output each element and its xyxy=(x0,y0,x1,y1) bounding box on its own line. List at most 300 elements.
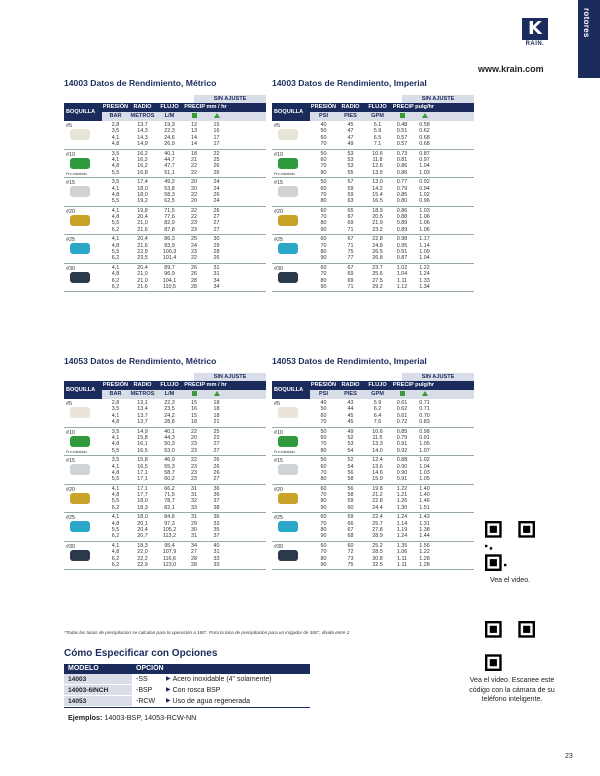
table-row xyxy=(102,284,266,290)
nozzle-image xyxy=(70,158,90,169)
table-cell: 60 xyxy=(320,264,327,271)
sin-ajuste-header: SIN AJUSTE xyxy=(402,95,474,103)
nozzle-name: #5 xyxy=(274,123,280,129)
table-row xyxy=(102,419,266,425)
table-cell: 44,3 xyxy=(164,434,175,441)
table-cell: 0.57 xyxy=(396,134,408,141)
table-cell: 70 xyxy=(320,163,327,170)
nozzle-image xyxy=(70,550,90,561)
unit-pressure: PSI xyxy=(318,391,329,397)
table-cell: 30.8 xyxy=(372,555,383,562)
table-cell: 49 xyxy=(347,428,354,435)
table-cell: 4,8 xyxy=(111,469,120,476)
square-spacing-icon xyxy=(391,390,413,399)
table-cell: 60,2 xyxy=(164,476,175,483)
nozzle-image xyxy=(278,243,298,254)
table-cell: 16,5 xyxy=(137,463,148,470)
table-cell: 0.92 xyxy=(396,447,408,454)
table-cell: 22 xyxy=(191,428,197,435)
col-flujo: FLUJO xyxy=(368,382,387,388)
table-cell: 23 xyxy=(191,447,197,454)
table-cell: 72 xyxy=(347,549,354,556)
nozzle-image xyxy=(70,521,90,532)
option-code: -SS xyxy=(136,676,148,683)
unit-flow: L/M xyxy=(164,391,175,397)
table-cell: 21.9 xyxy=(372,220,383,227)
table-cell: 75 xyxy=(347,561,354,568)
table-cell: 29.2 xyxy=(372,283,383,290)
table-cell: 18,3 xyxy=(137,542,148,549)
nozzle-image xyxy=(278,464,298,475)
table-cell: 1.30 xyxy=(396,504,408,511)
table-cell: 4,8 xyxy=(111,191,120,198)
nozzle-group xyxy=(64,150,266,179)
table-cell: 0.91 xyxy=(396,441,408,448)
table-cell: 66 xyxy=(347,520,354,527)
table-cell: 107,9 xyxy=(162,549,177,556)
table-cell: 90 xyxy=(320,533,327,540)
table-cell: 4,8 xyxy=(111,549,120,556)
table-cell: 54 xyxy=(347,447,354,454)
nozzle-group xyxy=(64,428,266,457)
nozzle-image xyxy=(278,550,298,561)
table-header xyxy=(272,103,474,121)
table-cell: 71 xyxy=(347,283,354,290)
table-cell: 60 xyxy=(320,542,327,549)
table-cell: 12.4 xyxy=(372,457,383,464)
nozzle-image xyxy=(278,186,298,197)
spec-modelo: 14053 xyxy=(64,696,132,707)
table-cell: 1.06 xyxy=(419,214,430,221)
table-cell: 46,9 xyxy=(164,457,175,464)
table-cell: 25.6 xyxy=(372,271,383,278)
table-cell: 23 xyxy=(191,463,197,470)
nozzle-name: #25 xyxy=(274,515,283,522)
table-cell: 58 xyxy=(347,492,354,499)
nozzle-group xyxy=(64,264,266,293)
table-cell: 11.5 xyxy=(372,434,383,441)
table-cell: 31 xyxy=(213,264,220,271)
website-url[interactable]: www.krain.com xyxy=(478,64,544,74)
table-cell: 26 xyxy=(191,264,197,271)
table-cell: 101,4 xyxy=(162,255,177,262)
table-cell: 50 xyxy=(320,179,327,186)
table-cell: 22,2 xyxy=(137,555,148,562)
nozzle-name: #30 xyxy=(274,265,283,272)
table-cell: 25.7 xyxy=(372,520,383,527)
spec-col-opcion: OPCIÓN xyxy=(136,665,164,672)
table-cell: 0.86 xyxy=(396,207,408,214)
table-cell: 22,0 xyxy=(137,549,148,556)
nozzle-name: #15 xyxy=(66,180,75,187)
table-cell: 0.79 xyxy=(396,434,408,441)
table-cell: 22.4 xyxy=(372,514,383,521)
table-cell: 24,6 xyxy=(164,134,175,141)
table-cell: 22.8 xyxy=(372,236,383,243)
unit-pressure: BAR xyxy=(109,391,122,397)
table-cell: 27 xyxy=(191,549,197,556)
table-cell: 6,2 xyxy=(111,226,120,233)
table-cell: 1.03 xyxy=(419,169,430,176)
table-cell: 70 xyxy=(320,520,327,527)
nozzle-name: #10 xyxy=(66,429,75,436)
table-cell: 28 xyxy=(191,561,197,568)
table-cell: 22,9 xyxy=(137,249,148,256)
table-cell: 90 xyxy=(320,561,327,568)
nozzle-group xyxy=(272,513,474,542)
nozzle-image xyxy=(278,215,298,226)
table-cell: 24 xyxy=(213,179,220,186)
brand-logo xyxy=(522,18,548,48)
table-cell: 21 xyxy=(191,156,197,163)
table-cell: 27.8 xyxy=(372,527,383,534)
table-row xyxy=(310,141,474,147)
table-cell: 40,1 xyxy=(164,428,175,435)
table-cell: 5,5 xyxy=(111,527,120,534)
col-presion: PRESIÓN xyxy=(102,104,129,110)
table-cell: 13,1 xyxy=(137,400,148,406)
nozzle-image xyxy=(70,493,90,504)
table-cell: 31 xyxy=(191,485,197,492)
table-cell: 18,0 xyxy=(137,185,148,192)
table-cell: 26 xyxy=(191,271,197,278)
square-spacing-icon xyxy=(391,112,413,121)
table-cell: 10.6 xyxy=(372,428,383,435)
table-cell: 3,5 xyxy=(111,179,120,186)
table-cell: 4,1 xyxy=(111,463,120,470)
table-cell: 53 xyxy=(347,156,354,163)
table-cell: 26.8 xyxy=(372,255,383,262)
table-cell: 16,1 xyxy=(137,441,148,448)
table-cell: 60 xyxy=(320,434,327,441)
table-cell: 90 xyxy=(320,255,327,262)
table-cell: 70 xyxy=(320,191,327,198)
spec-option xyxy=(132,685,310,696)
table-cell: 4,8 xyxy=(111,419,120,426)
table-cell: 58,7 xyxy=(164,469,175,476)
table-cell: 33 xyxy=(191,504,197,511)
nozzle-image xyxy=(278,493,298,504)
table-cell: 28,8 xyxy=(164,419,175,426)
section-tab-label: rotores xyxy=(582,8,591,38)
table-row xyxy=(310,227,474,233)
table-row xyxy=(310,448,474,454)
table-cell: 18,0 xyxy=(137,498,148,505)
table-cell: 0.90 xyxy=(396,469,408,476)
table-cell: 80 xyxy=(320,555,327,562)
table-cell: 14.0 xyxy=(372,447,383,454)
table-cell: 26 xyxy=(213,207,220,214)
table-cell: 82,9 xyxy=(164,220,175,227)
spec-option xyxy=(132,696,310,707)
table-cell: 50 xyxy=(320,406,327,413)
table-cell: 5.1 xyxy=(373,122,382,128)
table-cell: 60 xyxy=(320,514,327,521)
table-row xyxy=(310,476,474,482)
table-title: 14053 Datos de Rendimiento, Imperial xyxy=(272,356,427,366)
logo-letter: K xyxy=(522,18,548,40)
table-cell: 47 xyxy=(347,134,354,141)
table-cell: 33 xyxy=(213,555,220,562)
table-row xyxy=(310,419,474,425)
table-cell: 20 xyxy=(191,179,197,186)
table-cell: 15,8 xyxy=(137,434,148,441)
table-cell: 7.1 xyxy=(373,141,382,148)
table-cell: 21,6 xyxy=(137,226,148,233)
nozzle-image xyxy=(70,272,90,283)
table-cell: 1.46 xyxy=(419,498,430,505)
table-cell: 29 xyxy=(191,520,197,527)
table-cell: 5,5 xyxy=(111,498,120,505)
table-cell: 1.33 xyxy=(419,277,430,284)
table-cell: 25 xyxy=(213,428,220,435)
table-cell: 1.51 xyxy=(419,504,430,511)
table-cell: 20,1 xyxy=(137,520,148,527)
table-cell: 27 xyxy=(213,214,220,221)
table-cell: 0.94 xyxy=(419,185,430,192)
table-cell: 14.2 xyxy=(372,185,383,192)
table-cell: 16,8 xyxy=(137,169,148,176)
table-row xyxy=(102,505,266,511)
table-cell: 28.5 xyxy=(372,549,383,556)
table-cell: 1.24 xyxy=(396,533,408,540)
table-cell: 82,1 xyxy=(164,504,175,511)
table-cell: 5,5 xyxy=(111,169,120,176)
table-cell: 20 xyxy=(191,198,197,205)
table-cell: 52 xyxy=(347,457,354,464)
table-cell: 56 xyxy=(347,485,354,492)
table-cell: 10.6 xyxy=(372,150,383,157)
table-cell: 17 xyxy=(213,134,220,141)
nozzle-group xyxy=(64,399,266,428)
table-cell: 6,2 xyxy=(111,277,120,284)
nozzle-name: #30 xyxy=(66,265,75,272)
table-cell: 70 xyxy=(320,214,327,221)
table-cell: 69 xyxy=(347,277,354,284)
table-row xyxy=(310,284,474,290)
nozzle-group xyxy=(272,456,474,485)
table-cell: 110,5 xyxy=(162,283,177,290)
table-cell: 22 xyxy=(191,191,197,198)
table-cell: 32 xyxy=(191,498,197,505)
table-cell: 1.02 xyxy=(419,457,430,464)
logo-text: RAIN. xyxy=(525,41,545,47)
col-radio: RADIO xyxy=(341,382,360,388)
col-flujo: FLUJO xyxy=(160,382,179,388)
table-cell: 5.9 xyxy=(373,128,382,135)
table-cell: 0.48 xyxy=(396,122,408,128)
table-cell: 13,7 xyxy=(137,419,148,426)
table-cell: 14,3 xyxy=(137,134,148,141)
nozzle-group xyxy=(272,264,474,293)
table-cell: 17,1 xyxy=(137,469,148,476)
table-cell: 36 xyxy=(213,492,220,499)
table-cell: 1.19 xyxy=(396,527,408,534)
table-cell: 86,3 xyxy=(164,236,175,243)
table-cell: 31 xyxy=(213,549,220,556)
nozzle-group xyxy=(272,121,474,150)
table-cell: 31 xyxy=(191,514,197,521)
table-cell: 70 xyxy=(320,469,327,476)
table-cell: 4,1 xyxy=(111,434,120,441)
table-cell: 36 xyxy=(213,485,220,492)
table-cell: 22,3 xyxy=(164,128,175,135)
table-cell: 25 xyxy=(213,156,220,163)
table-cell: 14 xyxy=(191,134,197,141)
table-cell: 4,1 xyxy=(111,185,120,192)
table-cell: 26 xyxy=(213,169,220,176)
table-cell: 84,8 xyxy=(164,514,175,521)
table-cell: 50 xyxy=(320,457,327,464)
table-cell: 1.11 xyxy=(396,561,408,568)
col-radio: RADIO xyxy=(133,382,152,388)
table-cell: 5,5 xyxy=(111,476,120,483)
table-cell: 89,7 xyxy=(164,264,175,271)
table-cell: 4,8 xyxy=(111,163,120,170)
table-cell: 24,2 xyxy=(164,412,175,419)
table-cell: 4,1 xyxy=(111,412,120,419)
table-cell: 19.8 xyxy=(372,485,383,492)
table-cell: 80 xyxy=(320,220,327,227)
table-cell: 34 xyxy=(213,277,220,284)
table-cell: 14,9 xyxy=(137,141,148,148)
table-cell: 1.22 xyxy=(419,264,430,271)
table-cell: 17,1 xyxy=(137,485,148,492)
table-row xyxy=(102,448,266,454)
table-cell: 20.5 xyxy=(372,214,383,221)
table-cell: 0.90 xyxy=(396,463,408,470)
sin-ajuste-header: SIN AJUSTE xyxy=(194,95,266,103)
preinstalled-label: Pre-instalado xyxy=(274,449,296,454)
option-code: -RCW xyxy=(136,698,156,705)
table-cell: 53 xyxy=(347,163,354,170)
table-cell: 51,1 xyxy=(164,169,175,176)
nozzle-image xyxy=(70,407,90,418)
triangle-spacing-icon xyxy=(205,112,228,121)
table-cell: 17 xyxy=(213,141,220,148)
section-tab xyxy=(578,0,600,78)
table-cell: 0.91 xyxy=(396,249,408,256)
table-cell: 54 xyxy=(347,463,354,470)
table-cell: 18,0 xyxy=(137,514,148,521)
table-cell: 1.22 xyxy=(396,485,408,492)
table-cell: 90 xyxy=(320,283,327,290)
table-cell: 21,6 xyxy=(137,242,148,249)
qr-caption-1: Vea el video. xyxy=(489,577,531,584)
table-cell: 73 xyxy=(347,555,354,562)
table-cell: 6,2 xyxy=(111,255,120,262)
table-row xyxy=(310,505,474,511)
preinstalled-label: Pre-instalado xyxy=(274,171,296,176)
table-cell: 70 xyxy=(320,441,327,448)
nozzle-name: #25 xyxy=(66,515,75,522)
table-cell: 22,3 xyxy=(164,400,175,406)
qr-code-icon[interactable] xyxy=(484,620,536,672)
table-cell: 0.77 xyxy=(396,179,408,186)
nozzle-image xyxy=(278,129,298,140)
table-cell: 80 xyxy=(320,277,327,284)
table-cell: 22 xyxy=(191,163,197,170)
spec-modelo: 14003-6INCH xyxy=(64,685,132,696)
qr-code-icon[interactable] xyxy=(484,520,536,572)
table-cell: 0.98 xyxy=(419,428,430,435)
table-cell: 26 xyxy=(213,457,220,464)
table-14053-metric xyxy=(64,356,266,570)
table-cell: 26 xyxy=(213,463,220,470)
table-cell: 90 xyxy=(320,504,327,511)
table-cell: 0.89 xyxy=(396,220,408,227)
table-cell: 1.05 xyxy=(419,476,430,483)
option-code: -BSP xyxy=(136,687,153,694)
table-cell: 43 xyxy=(347,400,354,406)
table-cell: 0.86 xyxy=(396,169,408,176)
table-cell: 123,0 xyxy=(162,561,177,568)
table-cell: 55,3 xyxy=(164,463,175,470)
table-cell: 58,3 xyxy=(164,191,175,198)
table-cell: 1.04 xyxy=(419,463,430,470)
table-cell: 13.3 xyxy=(372,441,383,448)
table-cell: 60 xyxy=(347,504,354,511)
table-cell: 15 xyxy=(191,400,197,406)
table-cell: 71 xyxy=(347,242,354,249)
nozzle-image xyxy=(278,436,298,447)
nozzle-image xyxy=(70,464,90,475)
spec-title: Cómo Especificar con Opciones xyxy=(64,648,218,659)
table-cell: 21,0 xyxy=(137,271,148,278)
table-cell: 0.85 xyxy=(396,191,408,198)
table-cell: 25 xyxy=(191,236,197,243)
nozzle-name: #30 xyxy=(274,543,283,550)
table-cell: 70 xyxy=(320,271,327,278)
table-cell: 60 xyxy=(320,485,327,492)
table-cell: 37 xyxy=(213,498,220,505)
table-cell: 23 xyxy=(213,434,220,441)
col-presion: PRESIÓN xyxy=(310,382,337,388)
table-cell: 1.04 xyxy=(419,255,430,262)
table-cell: 0.91 xyxy=(396,476,408,483)
table-cell: 15 xyxy=(213,122,220,128)
table-cell: 4,8 xyxy=(111,492,120,499)
table-cell: 0.79 xyxy=(396,185,408,192)
table-row xyxy=(102,227,266,233)
table-cell: 1.03 xyxy=(419,207,430,214)
table-cell: 75 xyxy=(347,249,354,256)
table-cell: 67 xyxy=(347,236,354,243)
col-precip: PRECIP pulg/hr xyxy=(392,382,435,388)
table-cell: 60 xyxy=(320,185,327,192)
nozzle-image xyxy=(70,436,90,447)
table-header xyxy=(272,381,474,399)
table-cell: 28 xyxy=(191,283,197,290)
table-cell: 0.70 xyxy=(419,412,430,419)
square-spacing-icon xyxy=(183,112,205,121)
nozzle-group xyxy=(64,121,266,150)
table-cell: 35 xyxy=(213,527,220,534)
table-cell: 4,1 xyxy=(111,514,120,521)
table-cell: 22 xyxy=(191,255,197,262)
option-text: Acero inoxidable (4" solamente) xyxy=(172,676,272,683)
table-cell: 28 xyxy=(191,277,197,284)
nozzle-name: #5 xyxy=(66,123,72,129)
table-row xyxy=(102,170,266,176)
table-cell: 27 xyxy=(213,476,220,483)
table-cell: 0.97 xyxy=(419,156,430,163)
table-cell: 19,8 xyxy=(137,207,148,214)
table-cell: 1.35 xyxy=(396,542,408,549)
table-cell: 0.71 xyxy=(419,406,430,413)
table-cell: 32.5 xyxy=(372,561,383,568)
table-cell: 30 xyxy=(191,527,197,534)
